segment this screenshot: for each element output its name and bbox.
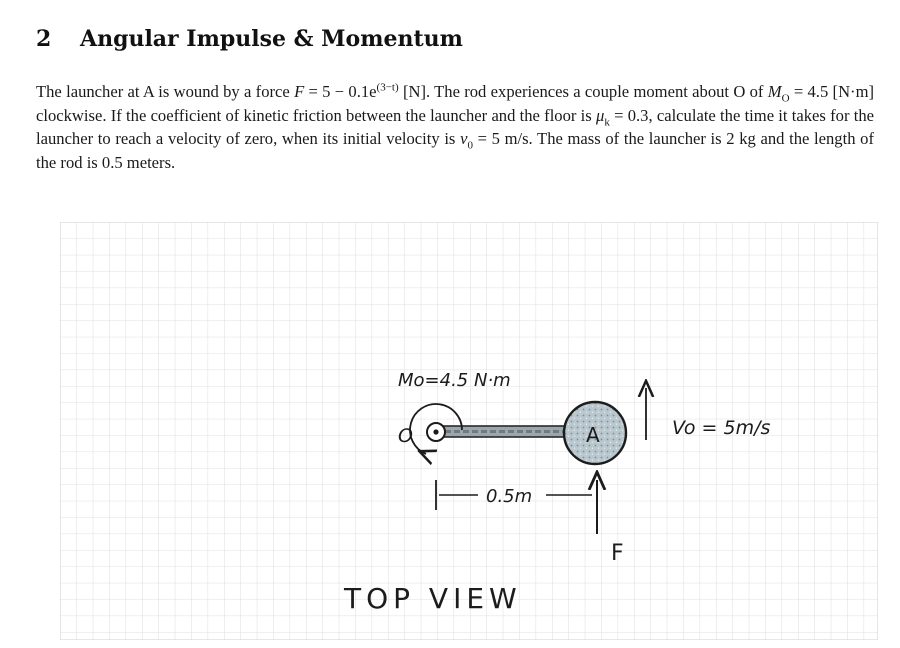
velocity-variable: v: [460, 129, 468, 148]
moment-subscript: O: [781, 92, 790, 105]
section-title: Angular Impulse & Momentum: [80, 26, 463, 52]
velocity-subscript: 0: [467, 139, 473, 152]
force-label: F: [611, 541, 624, 566]
view-label: TOP VIEW: [344, 582, 522, 615]
disk-label: A: [586, 423, 600, 447]
pivot-center-dot: [433, 429, 438, 434]
moment-label: Mo=4.5 N·m: [398, 370, 511, 391]
section-heading: [36, 26, 463, 52]
problem-text-2: = 5 − 0.1e: [304, 82, 377, 101]
pivot-label: O: [398, 425, 413, 447]
problem-text-6: = 5 m/s. The mass of the launcher is 2 kg and the length of the rod is 0.5 meters.: [36, 129, 874, 172]
friction-subscript: k: [604, 115, 610, 128]
problem-text-5: = 0.3, calculate the time it takes for the launcher to reach a velocity of zero, when its initial velocity is: [36, 105, 874, 148]
moment-variable: M: [767, 82, 782, 101]
force-exponent: (3−t): [376, 81, 399, 94]
problem-text-1: The launcher at A is wound by a force: [36, 82, 295, 101]
length-label: 0.5m: [486, 486, 533, 507]
velocity-label: Vo = 5m/s: [672, 417, 771, 439]
section-number: 2: [36, 26, 52, 52]
problem-text-3: [N]. The rod experiences a couple moment about O of: [398, 82, 768, 101]
problem-text-4: = 4.5 [N·m] clockwise. If the coefficient of kinetic friction between the launcher and the floor is: [36, 82, 875, 125]
force-variable: F: [294, 82, 305, 101]
friction-variable: μ: [596, 105, 605, 125]
figure-grid-paper: [60, 222, 878, 640]
problem-statement: [36, 80, 874, 174]
